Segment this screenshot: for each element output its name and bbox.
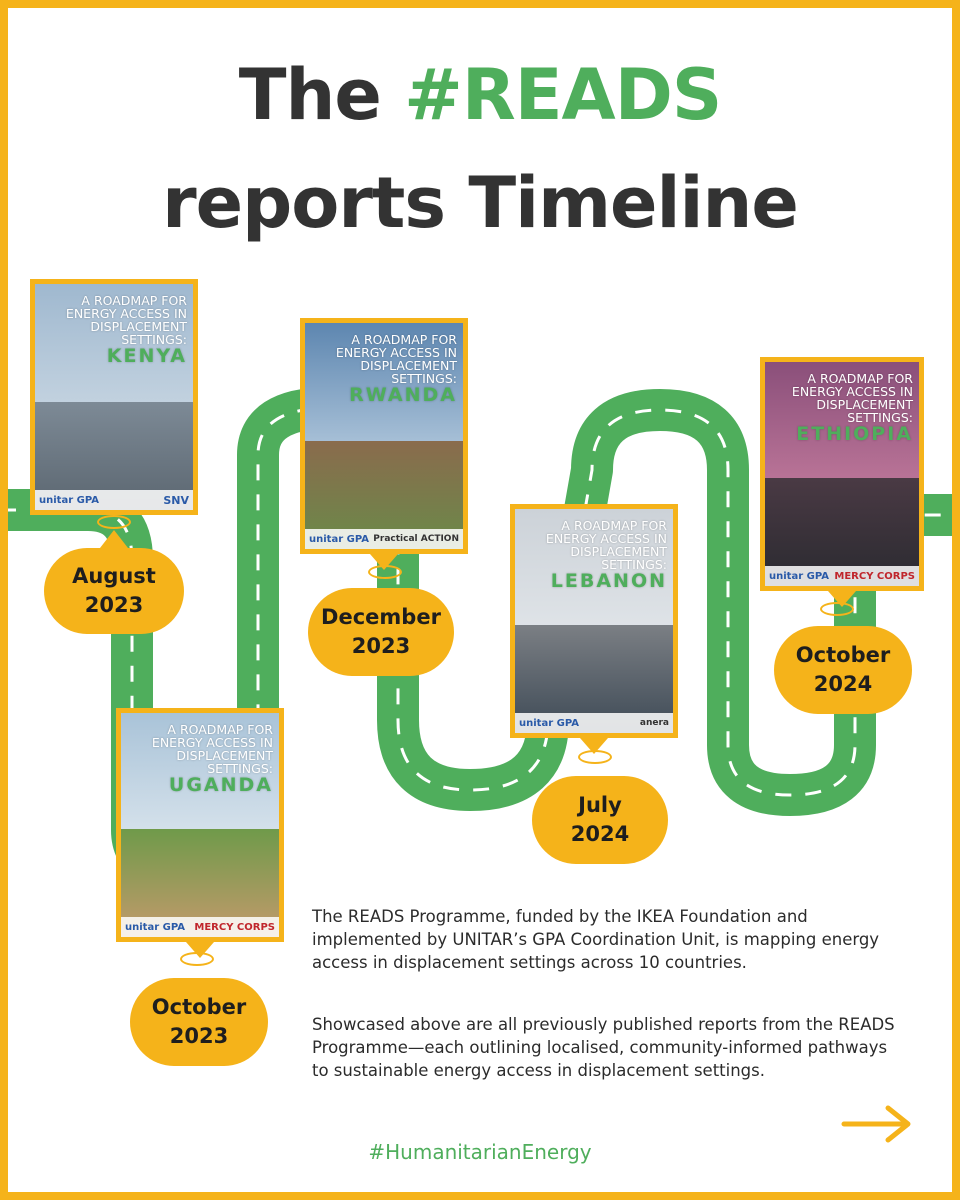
page-title-line2: reports Timeline <box>162 162 798 244</box>
partner-logo: Practical ACTION <box>373 534 459 544</box>
unitar-logo: unitar GPA <box>125 921 185 933</box>
cover-heading: A ROADMAP FOR ENERGY ACCESS IN DISPLACEMENT SETTINGS: KENYA <box>35 294 187 367</box>
marker-ring <box>97 515 131 529</box>
date-badge-october-2023 <box>130 978 268 1066</box>
arrow-right-icon[interactable] <box>840 1104 914 1144</box>
date-month: October <box>795 643 891 667</box>
title-accent: #READS <box>404 54 722 136</box>
cover-logos <box>305 529 463 549</box>
cover-heading: A ROADMAP FOR ENERGY ACCESS IN DISPLACEMENT SETTINGS: RWANDA <box>305 333 457 406</box>
cover-country: RWANDA <box>349 384 457 406</box>
date-month: July <box>578 793 622 817</box>
hashtag: #HumanitarianEnergy <box>368 1140 592 1164</box>
cover-heading: A ROADMAP FOR ENERGY ACCESS IN DISPLACEMENT SETTINGS: ETHIOPIA <box>765 372 913 445</box>
cover-logos <box>35 490 193 510</box>
title-prefix: The <box>238 54 381 136</box>
report-cover-lebanon[interactable] <box>510 504 678 738</box>
date-year: 2023 <box>84 593 144 617</box>
date-year: 2024 <box>570 822 630 846</box>
date-pointer <box>100 530 128 548</box>
cover-country: UGANDA <box>168 774 273 796</box>
date-year: 2024 <box>813 672 873 696</box>
report-cover-kenya[interactable] <box>30 279 198 515</box>
date-month: October <box>151 995 247 1019</box>
partner-logo: MERCY CORPS <box>194 921 275 933</box>
report-cover-rwanda[interactable] <box>300 318 468 554</box>
date-month: December <box>321 605 441 629</box>
body-paragraph-2: Showcased above are all previously published reports from the READS Programme—each outlining localised, community-informed pathways to sustainable energy access in displacement settings. <box>312 1015 895 1080</box>
report-cover-uganda[interactable] <box>116 708 284 942</box>
date-year: 2023 <box>351 634 411 658</box>
cover-heading: A ROADMAP FOR ENERGY ACCESS IN DISPLACEMENT SETTINGS: UGANDA <box>121 723 273 796</box>
cover-country: ETHIOPIA <box>796 423 913 445</box>
cover-logos <box>765 566 919 586</box>
date-pointer <box>370 554 398 570</box>
date-year: 2023 <box>169 1024 229 1048</box>
date-month: August <box>72 564 156 588</box>
date-pointer <box>580 738 608 754</box>
unitar-logo: unitar GPA <box>39 494 99 506</box>
cover-heading: A ROADMAP FOR ENERGY ACCESS IN DISPLACEMENT SETTINGS: LEBANON <box>515 519 667 592</box>
unitar-logo: unitar GPA <box>769 570 829 582</box>
date-badge-october-2024 <box>774 626 912 714</box>
report-cover-ethiopia[interactable] <box>760 357 924 591</box>
cover-logos <box>515 713 673 733</box>
cover-country: LEBANON <box>550 570 667 592</box>
cover-logos <box>121 917 279 937</box>
body-paragraph-1: The READS Programme, funded by the IKEA Foundation and implemented by UNITAR’s GPA Coordination Unit, is mapping energy access in displacement settings across 10 countries. <box>312 907 880 972</box>
date-badge-august-2023 <box>44 548 184 634</box>
date-badge-july-2024 <box>532 776 668 864</box>
date-pointer <box>186 942 214 958</box>
cover-country: KENYA <box>106 345 187 367</box>
unitar-logo: unitar GPA <box>309 533 369 545</box>
unitar-logo: unitar GPA <box>519 717 579 729</box>
date-badge-december-2023 <box>308 588 454 676</box>
date-pointer <box>828 591 856 607</box>
partner-logo: SNV <box>163 493 189 507</box>
partner-logo: anera <box>639 718 669 728</box>
partner-logo: MERCY CORPS <box>834 570 915 582</box>
